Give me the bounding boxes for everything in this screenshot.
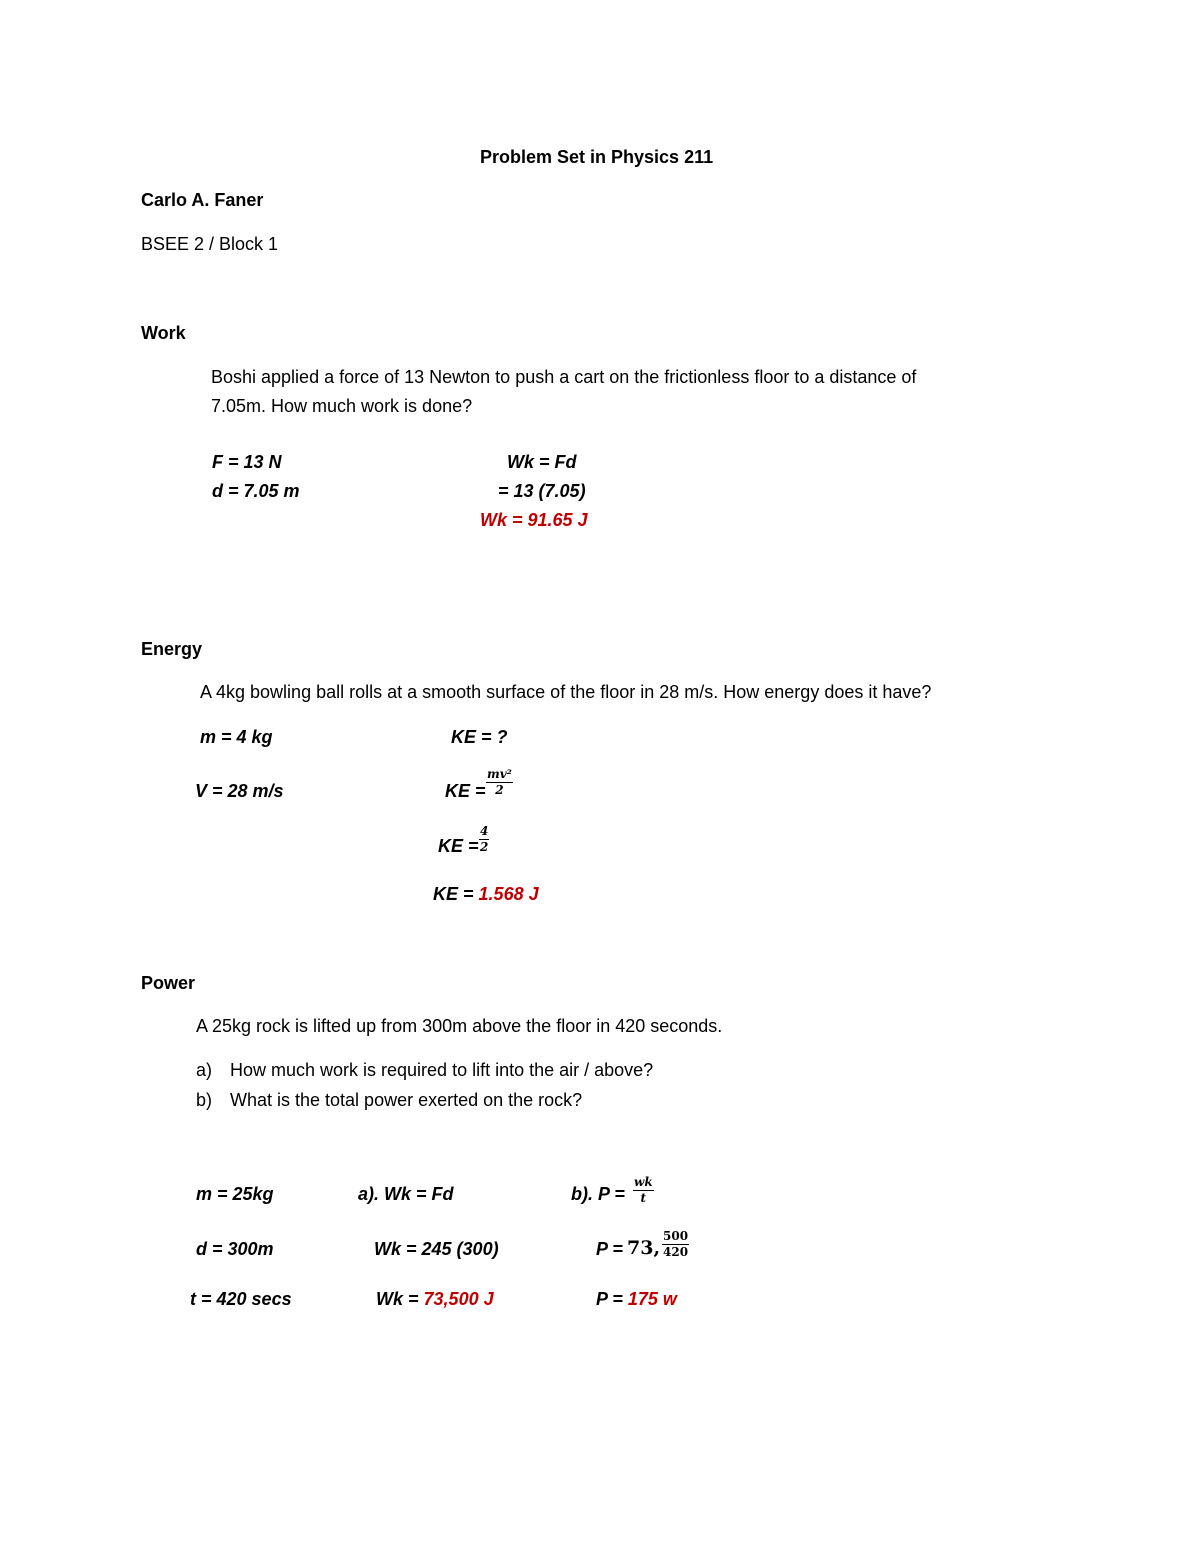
power-b-formula-fraction — [633, 1176, 654, 1205]
power-a-answer-label: Wk = — [376, 1289, 419, 1309]
energy-formula-label: KE = — [445, 781, 486, 801]
work-answer: Wk = 91.65 J — [480, 510, 588, 530]
power-b-step-denominator: 420 — [663, 1245, 689, 1259]
work-given-force: F = 13 N — [212, 452, 282, 472]
energy-step-denominator: 2 — [480, 840, 489, 854]
power-b-step-label: P = — [596, 1239, 623, 1259]
energy-problem: A 4kg bowling ball rolls at a smooth surface of the floor in 28 m/s. How energy does it have? — [200, 682, 932, 702]
power-b-step-numerator: 500 — [663, 1229, 689, 1243]
energy-answer — [433, 883, 539, 905]
energy-formula-fraction — [486, 768, 513, 797]
document-title: Problem Set in Physics 211 — [480, 147, 714, 167]
power-b-answer-label: P = — [596, 1289, 623, 1309]
author-name: Carlo A. Faner — [141, 190, 264, 210]
power-b-step-fraction — [662, 1230, 689, 1259]
power-b-step-whole: 73, — [627, 1237, 661, 1259]
power-question-b: What is the total power exerted on the rock? — [230, 1090, 583, 1110]
power-b-formula-label: b). P = — [571, 1184, 625, 1204]
power-given-time: t = 420 secs — [190, 1289, 292, 1309]
energy-given-mass: m = 4 kg — [200, 727, 273, 747]
work-problem-line1: Boshi applied a force of 13 Newton to push a cart on the frictionless floor to a distance of — [211, 367, 917, 387]
power-b-formula-denominator: t — [640, 1191, 647, 1205]
power-given-mass: m = 25kg — [196, 1184, 274, 1204]
energy-formula-denominator: 2 — [495, 783, 504, 797]
power-given-distance: d = 300m — [196, 1239, 274, 1259]
energy-heading: Energy — [141, 639, 203, 659]
power-a-formula: a). Wk = Fd — [358, 1184, 454, 1204]
power-a-answer-value: 73,500 J — [423, 1289, 494, 1309]
power-a-answer — [376, 1288, 494, 1310]
energy-answer-label: KE = — [433, 884, 474, 904]
energy-unknown: KE = ? — [451, 727, 508, 747]
power-question-a-marker: a) — [196, 1060, 213, 1080]
power-question-a: How much work is required to lift into the air / above? — [230, 1060, 654, 1080]
energy-answer-value: 1.568 J — [478, 884, 539, 904]
work-heading: Work — [141, 323, 186, 343]
work-formula: Wk = Fd — [507, 452, 577, 472]
power-heading: Power — [141, 973, 196, 993]
energy-formula-numerator: mv² — [487, 767, 512, 781]
energy-step-label: KE = — [438, 836, 479, 856]
power-b-answer-value: 175 w — [627, 1289, 677, 1309]
energy-step-fraction — [479, 825, 489, 854]
power-problem: A 25kg rock is lifted up from 300m above the floor in 420 seconds. — [196, 1016, 723, 1036]
work-given-distance: d = 7.05 m — [212, 481, 300, 501]
power-a-substitution: Wk = 245 (300) — [374, 1239, 499, 1259]
energy-given-velocity: V = 28 m/s — [195, 781, 284, 801]
section-info: BSEE 2 / Block 1 — [141, 234, 279, 254]
work-problem-line2: 7.05m. How much work is done? — [211, 396, 473, 416]
energy-step-numerator: 4 — [480, 824, 489, 838]
power-question-b-marker: b) — [196, 1090, 213, 1110]
work-substitution: = 13 (7.05) — [498, 481, 586, 501]
power-b-answer — [596, 1288, 677, 1310]
power-b-formula-numerator: wk — [634, 1175, 653, 1189]
